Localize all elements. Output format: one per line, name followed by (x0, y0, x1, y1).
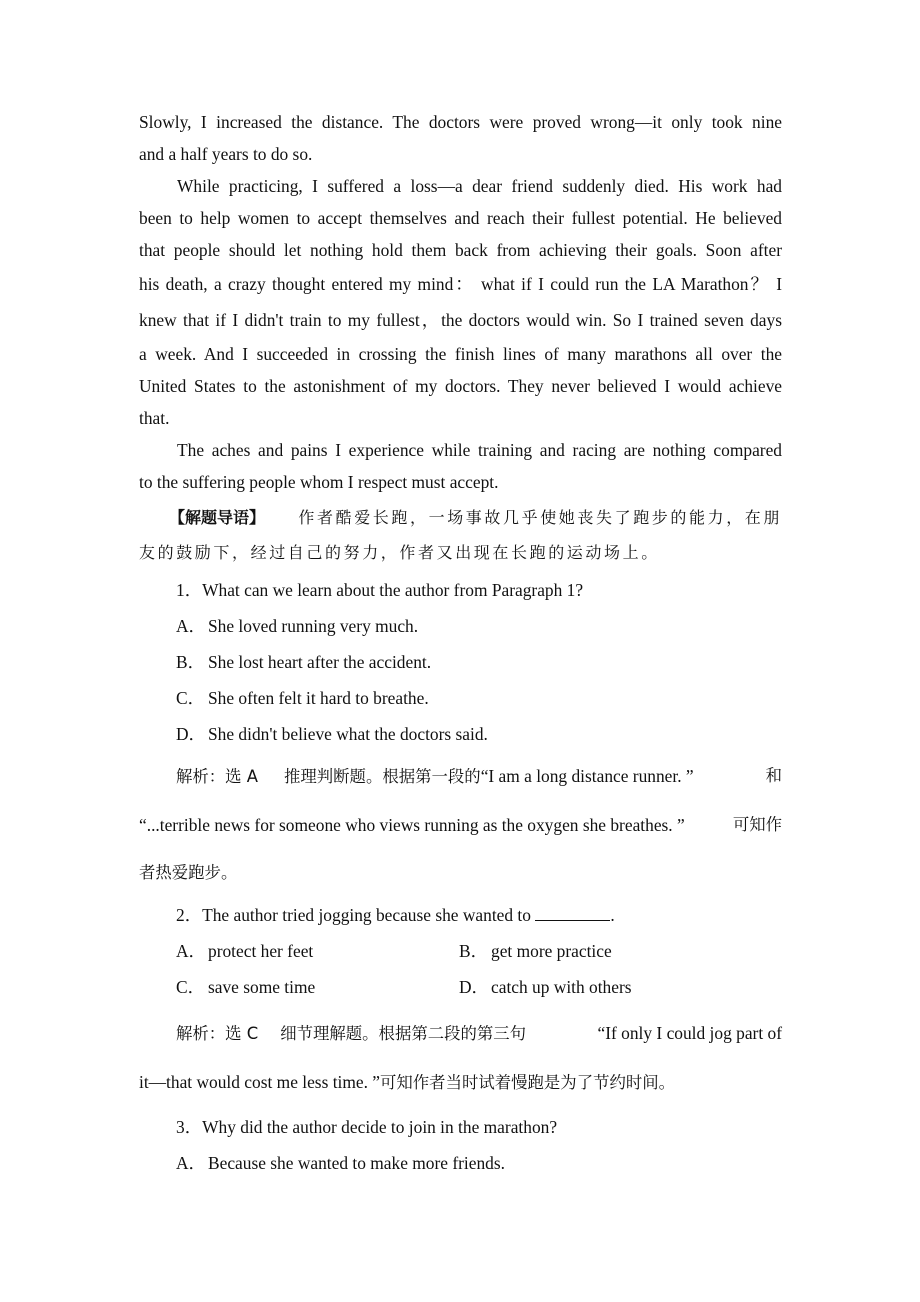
question-number: 3． (176, 1117, 203, 1137)
text-line: Slowly, I increased the distance. The doctors were proved wrong—it only took nine (139, 112, 782, 132)
text-line: and a half years to do so. (139, 144, 313, 164)
option-row (139, 969, 782, 1005)
option-d[interactable]: D． catch up with others (459, 977, 632, 997)
analysis-quote: “I am a long distance runner. ” (480, 766, 694, 786)
text-line: that. (139, 408, 170, 428)
question-3 (139, 1109, 782, 1181)
option-b[interactable]: B． She lost heart after the accident. (176, 652, 432, 672)
answer-analysis: 解析：选 C 细节理解题。根据第二段的第三句 “If only I could jog part of it—that would cost me less time. ”可知作者当时试着慢跑是为了节约时间。 (139, 1009, 782, 1107)
option-d[interactable]: D． She didn't believe what the doctors said. (176, 724, 488, 744)
analysis-prefix: 解析：选 C (176, 1024, 259, 1043)
text-line: to the suffering people whom I respect must accept. (139, 472, 499, 492)
question-number: 2． (176, 905, 203, 925)
option-a[interactable]: A． Because she wanted to make more friends. (176, 1153, 505, 1173)
question-stem (139, 1109, 782, 1145)
analysis-type: 细节理解题。根据第二段的第三句 (280, 1024, 527, 1043)
option-b[interactable]: B． get more practice (459, 941, 612, 961)
question-text: Why did the author decide to join in the marathon? (202, 1117, 558, 1137)
passage-paragraph-continued (139, 106, 782, 170)
text-line: knew that if I didn't train to my fullest，the doctors would win. So I trained seven days (139, 310, 782, 330)
text-line: that people should let nothing hold them back from achieving their goals. Soon after (139, 240, 782, 260)
document-page (139, 106, 782, 1181)
option-a[interactable]: A． She loved running very much. (176, 616, 419, 636)
option-row (139, 933, 782, 969)
passage-paragraph-aches (139, 434, 782, 498)
reading-guide (139, 500, 782, 570)
analysis-quote: it—that would cost me less time. ” (139, 1072, 381, 1092)
analysis-quote: “...terrible news for someone who views running as the oxygen she breathes. ” (139, 815, 685, 835)
analysis-type: 推理判断题。根据第一段的 (284, 767, 481, 786)
text-line: his death, a crazy thought entered my mind： what if I could run the LA Marathon？ I (139, 274, 782, 294)
text-line: been to help women to accept themselves and reach their fullest potential. He believed (139, 208, 782, 228)
answer-analysis: 解析：选 A 推理判断题。根据第一段的“I am a long distance runner. ” 和 “...terrible news for someone who views running as the oxygen she breathes. ” 可知作 者热爱跑步。 (139, 766, 782, 882)
guide-line-1: 作者酷爱长跑，一场事故几乎使她丧失了跑步的能力，在朋 (298, 508, 782, 527)
question-stem (139, 572, 782, 608)
analysis-quote: “If only I could jog part of (597, 1023, 782, 1043)
question-text: The author tried jogging because she wanted to (202, 905, 531, 925)
option-c[interactable]: C． save some time (176, 977, 316, 997)
option-c[interactable]: C． She often felt it hard to breathe. (176, 688, 429, 708)
question-number: 1． (176, 580, 203, 600)
text-line: a week. And I succeeded in crossing the finish lines of many marathons all over the (139, 344, 782, 364)
text-line: The aches and pains I experience while training and racing are nothing compared (177, 440, 782, 460)
option-a[interactable]: A． protect her feet (176, 941, 314, 961)
question-2 (139, 897, 782, 1107)
question-text: What can we learn about the author from Paragraph 1? (202, 580, 584, 600)
guide-tag: 【解题导语】 (169, 508, 266, 527)
question-stem: 2．The author tried jogging because she wanted to . (176, 905, 615, 925)
analysis-prefix: 解析：选 A (176, 767, 258, 786)
passage-paragraph-practice (139, 170, 782, 434)
text-line: United States to the astonishment of my doctors. They never believed I would achieve (139, 376, 782, 396)
text-line: While practicing, I suffered a loss—a dear friend suddenly died. His work had (177, 176, 782, 196)
question-1 (139, 572, 782, 897)
answer-blank[interactable] (535, 905, 610, 921)
guide-line-2: 友的鼓励下，经过自己的努力，作者又出现在长跑的运动场上。 (139, 543, 660, 562)
